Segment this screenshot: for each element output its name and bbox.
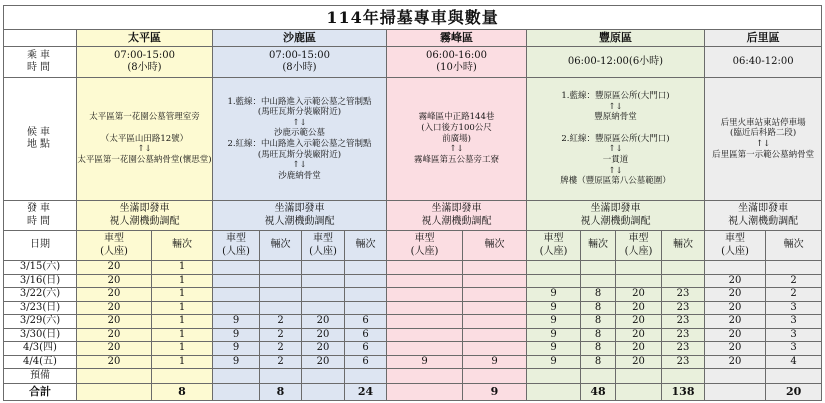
cell-shalu-red-seats [302, 288, 345, 302]
col-header-trips: 輛次 [152, 231, 213, 261]
district-header-row [4, 30, 822, 47]
total-fengyuan-blue: 48 [581, 384, 616, 401]
cell-fengyuan-blue-trips: 8 [581, 342, 616, 356]
total-shalu-red: 24 [345, 384, 387, 401]
col-header-trips: 輛次 [345, 231, 387, 261]
cell-shalu-red-trips [345, 301, 387, 315]
pickup-time-fengyuan: 06:00-12:00(6小時) [527, 47, 705, 78]
cell-taiping-trips: 1 [152, 342, 213, 356]
cell-fengyuan-blue-seats: 9 [527, 342, 581, 356]
cell-shalu-blue-seats: 9 [213, 342, 260, 356]
cell-shalu-red-seats [302, 274, 345, 288]
cell-fengyuan-blue-seats: 9 [527, 301, 581, 315]
cell-fengyuan-red-seats: 20 [616, 342, 662, 356]
pickup-time-houli: 06:40-12:00 [705, 47, 822, 78]
row-date: 3/30(日) [4, 328, 77, 342]
cell-houli-trips [766, 261, 822, 275]
pickup-location-shalu: 1.藍線：中山路進入示範公墓之管制點 (馬旺瓦斯分裝廠附近) ↑↓ 沙鹿示範公墓 2.紅線：中山路進入示範公墓之管制點 (馬旺瓦斯分裝廠附近) ↑↓ 沙鹿納骨堂 [213, 78, 387, 201]
cell-fengyuan-red-seats: 20 [616, 328, 662, 342]
cell-shalu-blue-trips [260, 274, 302, 288]
pickup-time-label: 乘車 時間 [4, 47, 77, 78]
row-date: 4/3(四) [4, 342, 77, 356]
cell-fengyuan-blue-trips [581, 274, 616, 288]
cell-fengyuan-red-trips: 23 [662, 315, 705, 329]
cell-wufeng-trips [463, 261, 527, 275]
cell-houli-seats: 20 [705, 288, 766, 302]
cell-shalu-red-trips [345, 261, 387, 275]
cell-houli-trips: 2 [766, 274, 822, 288]
cell-shalu-blue-trips: 2 [260, 342, 302, 356]
cell-fengyuan-blue-trips: 8 [581, 301, 616, 315]
cell-wufeng-seats [387, 274, 463, 288]
col-header-seats: 車型 (人座) [705, 231, 766, 261]
cell-shalu-red-trips [345, 288, 387, 302]
cell-fengyuan-blue-trips: 8 [581, 288, 616, 302]
district-name-shalu: 沙鹿區 [213, 30, 387, 47]
cell-taiping-trips: 1 [152, 301, 213, 315]
cell-shalu-blue-seats [213, 274, 260, 288]
cell-shalu-blue-trips [260, 261, 302, 275]
cell-houli-seats: 20 [705, 342, 766, 356]
cell-wufeng-seats [387, 301, 463, 315]
col-header-seats: 車型 (人座) [213, 231, 260, 261]
total-row [4, 384, 822, 401]
cell-fengyuan-blue-seats: 9 [527, 328, 581, 342]
departure-wufeng: 坐滿即發車 視人潮機動調配 [387, 201, 527, 231]
pickup-time-shalu: 07:00-15:00 (8小時) [213, 47, 387, 78]
cell-taiping-trips: 1 [152, 328, 213, 342]
cell-shalu-blue-trips [260, 301, 302, 315]
cell-fengyuan-red-seats [616, 274, 662, 288]
corner-cell [4, 30, 77, 47]
schedule-rows [4, 261, 822, 369]
pickup-time-wufeng: 06:00-16:00 (10小時) [387, 47, 527, 78]
col-header-trips: 輛次 [581, 231, 616, 261]
pickup-location-taiping: 太平區第一花園公墓管理室旁 （太平區山田路12號） ↑↓ 太平區第一花園公墓納骨堂(懷思堂) [77, 78, 213, 201]
row-date: 4/4(五) [4, 355, 77, 369]
cell-taiping-seats: 20 [77, 342, 152, 356]
cell-houli-trips: 4 [766, 355, 822, 369]
row-date: 3/29(六) [4, 315, 77, 329]
cell-fengyuan-red-trips [662, 261, 705, 275]
cell-shalu-blue-seats: 9 [213, 328, 260, 342]
date-column-header: 日期 [4, 231, 77, 261]
bus-schedule-table [3, 5, 822, 401]
row-date: 3/23(日) [4, 301, 77, 315]
cell-taiping-seats: 20 [77, 301, 152, 315]
column-header-row [4, 231, 822, 261]
cell-fengyuan-red-seats: 20 [616, 301, 662, 315]
col-header-seats: 車型 (人座) [387, 231, 463, 261]
cell-taiping-trips: 1 [152, 355, 213, 369]
cell-fengyuan-red-seats: 20 [616, 355, 662, 369]
col-header-seats: 車型 (人座) [77, 231, 152, 261]
cell-taiping-trips: 1 [152, 274, 213, 288]
col-header-trips: 輛次 [260, 231, 302, 261]
col-header-seats: 車型 (人座) [616, 231, 662, 261]
pickup-location-fengyuan: 1.藍線：豐原區公所(大門口) ↑↓ 豐原納骨堂 2.紅線：豐原區公所(大門口) ↑↓ 一貫道 ↑↓ 牌樓（豐原區第八公墓範圍） [527, 78, 705, 201]
row-date: 3/16(日) [4, 274, 77, 288]
col-header-trips: 輛次 [766, 231, 822, 261]
total-shalu-blue: 8 [260, 384, 302, 401]
cell-shalu-red-trips [345, 274, 387, 288]
cell-wufeng-seats [387, 288, 463, 302]
departure-shalu: 坐滿即發車 視人潮機動調配 [213, 201, 387, 231]
cell-shalu-blue-seats [213, 288, 260, 302]
cell-fengyuan-blue-seats: 9 [527, 315, 581, 329]
cell-shalu-red-seats: 20 [302, 315, 345, 329]
cell-taiping-seats: 20 [77, 274, 152, 288]
pickup-location-row [4, 78, 822, 201]
cell-shalu-blue-trips: 2 [260, 355, 302, 369]
cell-taiping-seats: 20 [77, 288, 152, 302]
cell-houli-seats: 20 [705, 301, 766, 315]
district-name-houli: 后里區 [705, 30, 822, 47]
cell-taiping-trips: 1 [152, 288, 213, 302]
cell-houli-seats: 20 [705, 355, 766, 369]
departure-houli: 坐滿即發車 視人潮機動調配 [705, 201, 822, 231]
cell-shalu-red-trips: 6 [345, 328, 387, 342]
cell-wufeng-seats [387, 342, 463, 356]
cell-fengyuan-blue-trips: 8 [581, 355, 616, 369]
cell-taiping-trips: 1 [152, 315, 213, 329]
cell-fengyuan-blue-seats: 9 [527, 355, 581, 369]
cell-taiping-seats: 20 [77, 355, 152, 369]
cell-wufeng-seats [387, 328, 463, 342]
row-date: 3/15(六) [4, 261, 77, 275]
cell-wufeng-seats: 9 [387, 355, 463, 369]
table-row [4, 342, 822, 356]
cell-houli-trips: 3 [766, 328, 822, 342]
cell-wufeng-trips [463, 342, 527, 356]
district-name-wufeng: 霧峰區 [387, 30, 527, 47]
table-row [4, 288, 822, 302]
cell-fengyuan-blue-seats: 9 [527, 288, 581, 302]
cell-houli-trips: 3 [766, 301, 822, 315]
cell-houli-trips: 3 [766, 342, 822, 356]
table-row [4, 301, 822, 315]
district-name-fengyuan: 豐原區 [527, 30, 705, 47]
col-header-seats: 車型 (人座) [302, 231, 345, 261]
table-row [4, 355, 822, 369]
cell-houli-seats: 20 [705, 274, 766, 288]
cell-shalu-red-seats [302, 261, 345, 275]
pickup-location-label: 候車 地點 [4, 78, 77, 201]
cell-fengyuan-blue-trips: 8 [581, 328, 616, 342]
cell-wufeng-trips [463, 274, 527, 288]
cell-shalu-red-trips: 6 [345, 355, 387, 369]
cell-fengyuan-red-trips [662, 274, 705, 288]
cell-fengyuan-red-trips: 23 [662, 355, 705, 369]
total-houli: 20 [766, 384, 822, 401]
departure-taiping: 坐滿即發車 視人潮機動調配 [77, 201, 213, 231]
cell-shalu-red-seats: 20 [302, 355, 345, 369]
table-row [4, 328, 822, 342]
cell-fengyuan-red-seats [616, 261, 662, 275]
cell-fengyuan-red-trips: 23 [662, 328, 705, 342]
cell-fengyuan-blue-trips: 8 [581, 315, 616, 329]
cell-shalu-blue-seats: 9 [213, 315, 260, 329]
cell-shalu-blue-trips [260, 288, 302, 302]
cell-shalu-blue-trips: 2 [260, 328, 302, 342]
cell-houli-seats [705, 261, 766, 275]
cell-wufeng-seats [387, 315, 463, 329]
cell-fengyuan-red-seats: 20 [616, 288, 662, 302]
cell-shalu-red-seats: 20 [302, 342, 345, 356]
reserve-label: 預備 [4, 369, 77, 384]
cell-fengyuan-red-trips: 23 [662, 301, 705, 315]
cell-fengyuan-blue-trips [581, 261, 616, 275]
pickup-time-row [4, 47, 822, 78]
cell-wufeng-trips [463, 288, 527, 302]
departure-time-label: 發車 時間 [4, 201, 77, 231]
total-taiping: 8 [152, 384, 213, 401]
cell-wufeng-trips: 9 [463, 355, 527, 369]
cell-houli-seats: 20 [705, 315, 766, 329]
departure-fengyuan: 坐滿即發車 視人潮機動調配 [527, 201, 705, 231]
table-row [4, 315, 822, 329]
cell-shalu-blue-seats [213, 261, 260, 275]
cell-shalu-red-trips: 6 [345, 315, 387, 329]
pickup-location-houli: 后里火車站東站停車場 (臨近后科路二段) ↑↓ 后里區第一示範公墓納骨堂 [705, 78, 822, 201]
cell-fengyuan-red-trips: 23 [662, 342, 705, 356]
cell-taiping-seats: 20 [77, 315, 152, 329]
cell-houli-trips: 3 [766, 315, 822, 329]
cell-wufeng-trips [463, 328, 527, 342]
cell-taiping-trips: 1 [152, 261, 213, 275]
pickup-time-taiping: 07:00-15:00 (8小時) [77, 47, 213, 78]
total-wufeng: 9 [463, 384, 527, 401]
cell-shalu-blue-trips: 2 [260, 315, 302, 329]
table-row [4, 261, 822, 275]
total-label: 合計 [4, 384, 77, 401]
cell-shalu-red-trips: 6 [345, 342, 387, 356]
cell-wufeng-trips [463, 301, 527, 315]
cell-houli-trips: 2 [766, 288, 822, 302]
col-header-trips: 輛次 [463, 231, 527, 261]
pickup-location-wufeng: 霧峰區中正路144巷 (入口後方100公尺 前廣場) ↑↓ 霧峰區第五公墓旁工寮 [387, 78, 527, 201]
table-row [4, 274, 822, 288]
cell-fengyuan-red-trips: 23 [662, 288, 705, 302]
cell-shalu-red-seats [302, 301, 345, 315]
cell-taiping-seats: 20 [77, 261, 152, 275]
page-title: 114年掃墓專車與數量 [4, 6, 822, 30]
cell-taiping-seats: 20 [77, 328, 152, 342]
cell-shalu-blue-seats [213, 301, 260, 315]
cell-wufeng-trips [463, 315, 527, 329]
cell-fengyuan-blue-seats [527, 274, 581, 288]
cell-shalu-blue-seats: 9 [213, 355, 260, 369]
total-fengyuan-red: 138 [662, 384, 705, 401]
cell-shalu-red-seats: 20 [302, 328, 345, 342]
row-date: 3/22(六) [4, 288, 77, 302]
cell-fengyuan-red-seats: 20 [616, 315, 662, 329]
cell-wufeng-seats [387, 261, 463, 275]
col-header-seats: 車型 (人座) [527, 231, 581, 261]
col-header-trips: 輛次 [662, 231, 705, 261]
departure-time-row [4, 201, 822, 231]
reserve-row [4, 369, 822, 384]
district-name-taiping: 太平區 [77, 30, 213, 47]
cell-fengyuan-blue-seats [527, 261, 581, 275]
cell-houli-seats: 20 [705, 328, 766, 342]
